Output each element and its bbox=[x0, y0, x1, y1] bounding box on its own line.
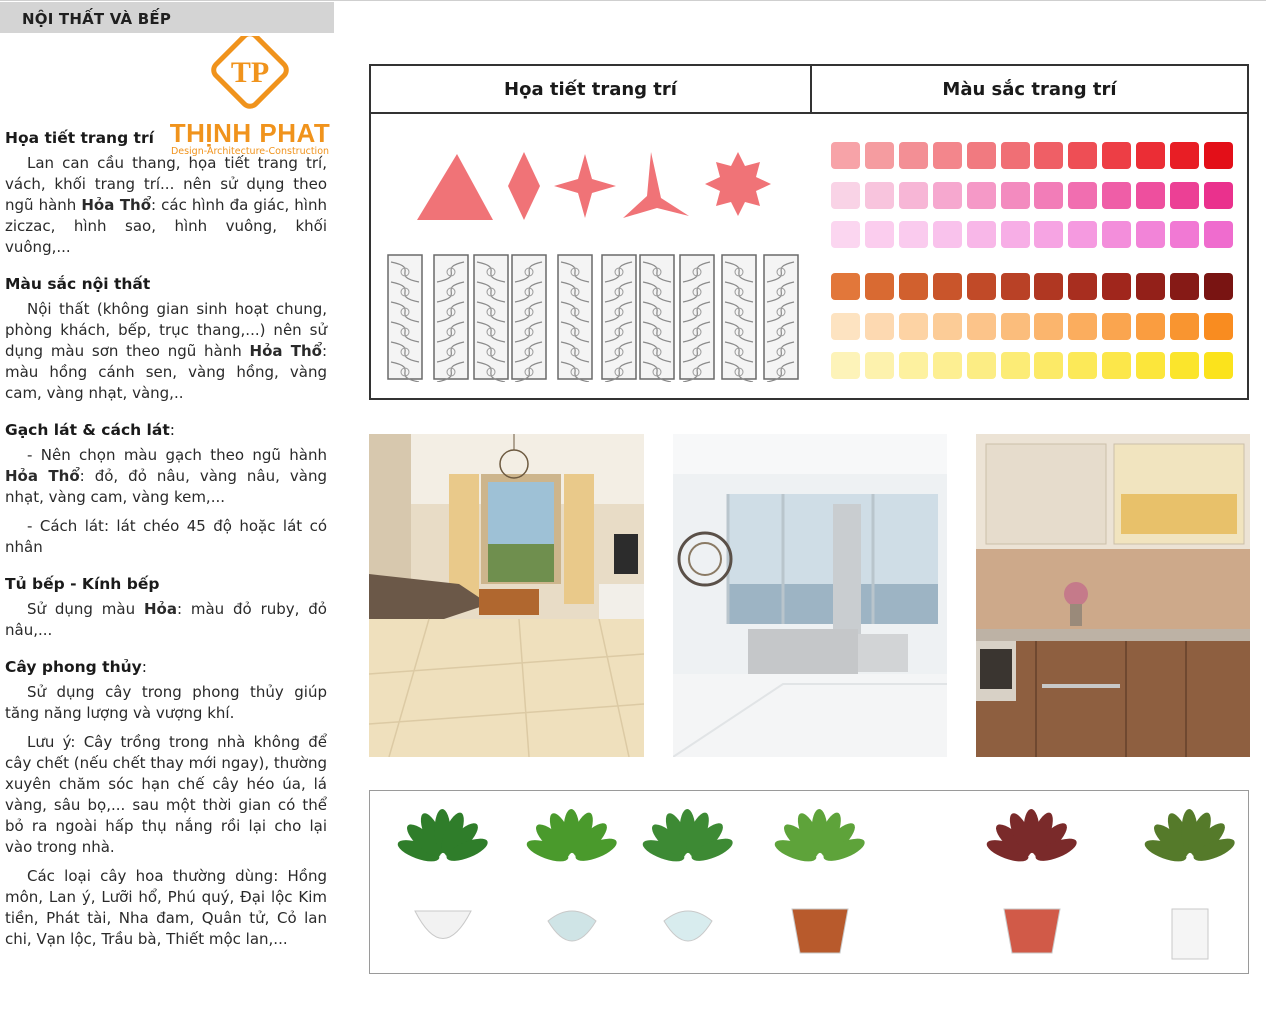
color-swatch bbox=[865, 182, 894, 209]
color-swatch bbox=[1034, 142, 1063, 169]
color-swatch bbox=[899, 352, 928, 379]
color-swatch bbox=[1068, 273, 1097, 300]
color-swatch bbox=[967, 142, 996, 169]
color-swatch bbox=[933, 352, 962, 379]
color-swatch bbox=[1136, 273, 1165, 300]
lattice-panel bbox=[680, 255, 714, 382]
section-gach bbox=[5, 420, 327, 558]
section-cay bbox=[5, 657, 327, 950]
decoration-panel bbox=[369, 64, 1249, 400]
panel-title-color: Màu sắc trang trí bbox=[810, 66, 1247, 114]
paragraph-gach-1: - Nên chọn màu gạch theo ngũ hành Hỏa Thổ: đỏ, đỏ nâu, vàng nâu, vàng nhạt, vàng cam, vàng kem,... bbox=[5, 446, 327, 506]
color-swatch bbox=[1001, 182, 1030, 209]
color-swatch bbox=[1034, 221, 1063, 248]
color-swatch bbox=[933, 182, 962, 209]
heading-hoa-tiet: Họa tiết trang trí bbox=[5, 129, 154, 147]
color-swatch bbox=[1102, 273, 1131, 300]
color-swatch bbox=[1136, 313, 1165, 340]
color-swatch bbox=[1170, 352, 1199, 379]
potted-plant-icon bbox=[984, 809, 1079, 953]
four-point-star-icon bbox=[554, 154, 616, 218]
heading-gach: Gạch lát & cách lát: bbox=[5, 421, 175, 439]
color-swatch bbox=[1034, 182, 1063, 209]
paragraph-cay-1: Sử dụng cây trong phong thủy giúp tăng năng lượng và vượng khí. bbox=[5, 683, 327, 722]
lattice-panel bbox=[474, 255, 508, 382]
color-swatch bbox=[865, 352, 894, 379]
color-swatch bbox=[1034, 273, 1063, 300]
color-swatch bbox=[865, 313, 894, 340]
color-swatch bbox=[1102, 352, 1131, 379]
lattice-panel bbox=[640, 255, 674, 382]
logo-tagline: Design-Architecture-Construction bbox=[170, 146, 330, 157]
logo-name: THỊNH PHAT bbox=[169, 118, 331, 148]
color-swatch bbox=[1170, 142, 1199, 169]
color-swatch bbox=[1102, 142, 1131, 169]
page-title: NỘI THẤT VÀ BẾP bbox=[22, 10, 172, 28]
color-swatch bbox=[1170, 182, 1199, 209]
color-swatch bbox=[1136, 182, 1165, 209]
color-swatch bbox=[1068, 352, 1097, 379]
color-swatch bbox=[1001, 352, 1030, 379]
color-swatch bbox=[1068, 142, 1097, 169]
photo-living-room bbox=[369, 434, 644, 757]
color-swatch bbox=[1102, 182, 1131, 209]
color-swatch bbox=[933, 142, 962, 169]
color-swatch bbox=[1204, 313, 1233, 340]
logo-diamond-icon bbox=[158, 36, 342, 120]
color-swatch-grid bbox=[831, 142, 1239, 387]
color-swatch bbox=[1170, 273, 1199, 300]
paragraph-mau-sac: Nội thất (không gian sinh hoạt chung, phòng khách, bếp, trục thang,...) nên sử dụng màu sơn theo ngũ hành Hỏa Thổ: màu hồng cánh sen, vàng hồng, vàng cam, vàng nhạt, vàng,.. bbox=[5, 300, 327, 402]
color-swatch bbox=[1001, 273, 1030, 300]
color-swatch bbox=[1204, 142, 1233, 169]
color-swatch bbox=[1136, 352, 1165, 379]
potted-plant-icon bbox=[772, 809, 867, 953]
pattern-shapes bbox=[411, 150, 791, 226]
left-text-column bbox=[5, 128, 327, 966]
color-swatch bbox=[831, 142, 860, 169]
color-swatch bbox=[967, 273, 996, 300]
color-swatch bbox=[1170, 313, 1199, 340]
color-swatch bbox=[1068, 221, 1097, 248]
three-point-star-icon bbox=[623, 152, 689, 218]
color-swatch bbox=[865, 273, 894, 300]
photo-modern-lounge bbox=[673, 434, 947, 757]
color-swatch bbox=[1001, 142, 1030, 169]
color-swatch bbox=[1068, 182, 1097, 209]
lattice-panel bbox=[764, 255, 798, 382]
potted-plant-icon bbox=[395, 809, 490, 939]
section-header bbox=[0, 2, 334, 33]
color-swatch bbox=[831, 273, 860, 300]
color-swatch bbox=[933, 273, 962, 300]
color-swatch bbox=[899, 273, 928, 300]
color-swatch bbox=[899, 313, 928, 340]
color-swatch bbox=[1001, 313, 1030, 340]
color-swatch bbox=[831, 221, 860, 248]
color-swatch bbox=[1204, 352, 1233, 379]
lattice-panel bbox=[602, 255, 636, 382]
paragraph-tu-bep: Sử dụng màu Hỏa: màu đỏ ruby, đỏ nâu,... bbox=[5, 600, 327, 639]
color-swatch bbox=[899, 142, 928, 169]
color-swatch bbox=[1204, 221, 1233, 248]
color-swatch bbox=[1068, 313, 1097, 340]
potted-plant-icon bbox=[1142, 809, 1237, 959]
panel-title-pattern: Họa tiết trang trí bbox=[371, 66, 810, 114]
heading-cay: Cây phong thủy: bbox=[5, 658, 147, 676]
color-swatch bbox=[967, 221, 996, 248]
sun-shape-icon bbox=[705, 152, 771, 216]
color-swatch bbox=[933, 221, 962, 248]
lattice-panel bbox=[512, 255, 546, 382]
lattice-panels bbox=[387, 254, 799, 382]
color-swatch bbox=[899, 182, 928, 209]
paragraph-gach-2: - Cách lát: lát chéo 45 độ hoặc lát có nhân bbox=[5, 517, 327, 556]
color-swatch bbox=[1102, 221, 1131, 248]
heading-mau-sac: Màu sắc nội thất bbox=[5, 275, 151, 293]
color-swatch bbox=[1136, 142, 1165, 169]
color-swatch bbox=[967, 313, 996, 340]
color-swatch bbox=[967, 352, 996, 379]
rhombus-shape-icon bbox=[508, 152, 540, 220]
potted-plant-icon bbox=[640, 809, 735, 941]
logo-monogram: TP bbox=[230, 56, 270, 89]
color-swatch bbox=[865, 142, 894, 169]
color-swatch bbox=[1204, 273, 1233, 300]
photo-kitchen bbox=[976, 434, 1250, 757]
color-swatch bbox=[831, 313, 860, 340]
paragraph-cay-3: Các loại cây hoa thường dùng: Hồng môn, Lan ý, Lưỡi hổ, Phú quý, Đại lộc Kim tiền, Phát tài, Nha đam, Quân tử, Cỏ lan chi, Vạn lộc, Trầu bà, Thiết mộc lan,... bbox=[5, 867, 327, 948]
color-swatch bbox=[865, 221, 894, 248]
color-swatch bbox=[1102, 313, 1131, 340]
lattice-panel bbox=[558, 255, 592, 382]
color-swatch bbox=[899, 221, 928, 248]
paragraph-cay-2: Lưu ý: Cây trồng trong nhà không để cây chết (nếu chết thay mới ngay), thường xuyên chăm sóc hạn chế cây héo úa, lá vàng, sâu bọ,... sau một thời gian có thể bỏ ra ngoài hấp thụ nắng rồi lại cho lại vào trong nhà. bbox=[5, 733, 327, 856]
paragraph-hoa-tiet: Lan can cầu thang, họa tiết trang trí, vách, khối trang trí... nên sử dụng theo ngũ hành Hỏa Thổ: các hình đa giác, hình ziczac, hình sao, hình vuông, khối vuông,... bbox=[5, 154, 327, 256]
color-swatch bbox=[967, 182, 996, 209]
triangle-shape-icon bbox=[417, 154, 493, 220]
potted-plant-icon bbox=[524, 809, 619, 941]
lattice-panel bbox=[434, 255, 468, 382]
color-swatch bbox=[831, 352, 860, 379]
plants-strip bbox=[369, 790, 1249, 974]
heading-tu-bep: Tủ bếp - Kính bếp bbox=[5, 575, 160, 593]
color-swatch bbox=[1136, 221, 1165, 248]
color-swatch bbox=[1170, 221, 1199, 248]
color-swatch bbox=[933, 313, 962, 340]
color-swatch bbox=[831, 182, 860, 209]
top-border bbox=[0, 0, 1266, 1]
section-tu-bep bbox=[5, 574, 327, 641]
section-mau-sac bbox=[5, 274, 327, 404]
lattice-panel bbox=[722, 255, 756, 382]
color-swatch bbox=[1034, 352, 1063, 379]
lattice-panel bbox=[388, 255, 422, 382]
color-swatch bbox=[1204, 182, 1233, 209]
section-hoa-tiet bbox=[5, 128, 327, 258]
color-swatch bbox=[1001, 221, 1030, 248]
color-swatch bbox=[1034, 313, 1063, 340]
